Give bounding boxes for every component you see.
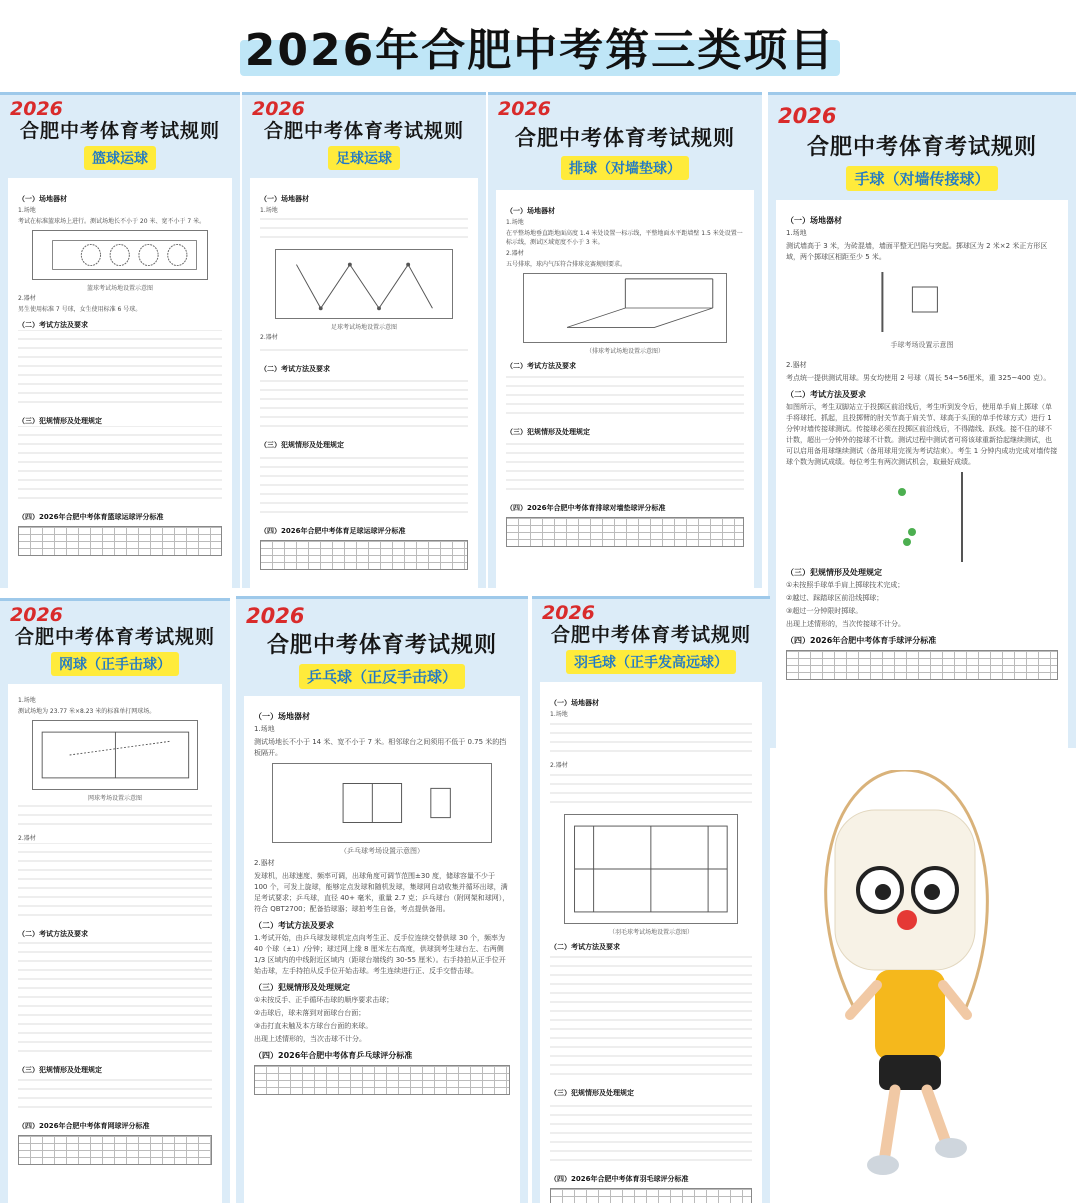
site-diagram: [564, 814, 738, 924]
equip-label: 2.器材: [254, 859, 275, 867]
foul-item: ②击球后，球未落到对面球台台面；: [254, 1009, 366, 1017]
section-heading: （二）考试方法及要求: [786, 390, 866, 399]
site-diagram: [32, 720, 199, 790]
table-title: （四）2026年合肥中考体育排球对墙垫球评分标准: [506, 504, 666, 512]
site-diagram: [868, 267, 977, 337]
section-heading: （一）场地器材: [786, 216, 842, 225]
card-year: 2026: [10, 604, 63, 626]
section-heading: （三）犯规情形及处理规定: [260, 441, 344, 449]
site-text: 在平整场地垂直距地面高度 1.4 米处设置一标示线，平整地面水平距墙壁 1.5 米处设置一标示线，测试区域宽度不小于 3 米。: [506, 230, 743, 246]
card-title: 合肥中考体育考试规则: [515, 126, 735, 150]
method-diagram: [854, 472, 990, 562]
section-heading: （三）犯规情形及处理规定: [254, 983, 350, 992]
site-diagram: [272, 763, 492, 843]
sport-label: 篮球运球: [84, 146, 156, 170]
card-title: 合肥中考体育考试规则: [263, 120, 464, 142]
foul-item: ③超过一分钟限时掷球。: [786, 607, 863, 615]
site-diagram: [32, 230, 207, 280]
site-label: 1.场地: [18, 697, 36, 704]
card-football: [242, 92, 486, 588]
diagram-caption: 足球考试场地设置示意图: [330, 324, 397, 331]
section-heading: （二）考试方法及要求: [18, 930, 88, 938]
foul-item: ①未按照手球单手肩上掷球技术完成；: [786, 581, 905, 589]
table-title: （四）2026年合肥中考体育羽毛球评分标准: [550, 1175, 689, 1183]
foul-end: 出现上述情形的，当次传接球不计分。: [786, 620, 905, 628]
card-volleyball: [488, 92, 762, 588]
section-heading: （二）考试方法及要求: [260, 365, 330, 373]
foul-item: ②越过、踩踏球区前沿线掷球；: [786, 594, 884, 602]
section-heading: （一）场地器材: [18, 195, 67, 203]
site-label: 1.场地: [786, 229, 807, 237]
card-year: 2026: [252, 98, 305, 120]
section-heading: （二）考试方法及要求: [18, 321, 88, 329]
sport-label: 排球（对墙垫球）: [561, 156, 689, 180]
section-heading: （一）场地器材: [254, 712, 310, 721]
site-text: 测试墙高于 3 米，为砖混墙，墙面平整无凹陷与突起。掷球区为 2 米×2 米正方形区域，两个掷球区相距至少 5 米。: [786, 242, 1048, 261]
card-year: 2026: [10, 98, 63, 120]
table-title: （四）2026年合肥中考体育乒乓球评分标准: [254, 1051, 413, 1060]
score-table: [260, 540, 468, 570]
section-heading: （一）场地器材: [550, 699, 599, 707]
card-title: 合肥中考体育考试规则: [19, 120, 220, 142]
equip-text: 考点统一提供测试用球。男女均使用 2 号球（周长 54~56厘米，重 325~400 克）。: [786, 374, 1051, 382]
method-text: 如图所示，考生双脚站立于投掷区前沿线后，考生听到发令后，使用单手肩上掷球（单手将球托、抓起，且投掷臂的肘关节高于肩关节、球高于头顶的单手传球方式）进行 1 分钟对墙传接球测试。传接球必须在投掷区前沿线后，不得踏线、跃线。接不住的球不计数，超出一分钟外的接球不计数。测试过程中测试者可将该球重新拾起继续测试，也可以启用备用球继续测试（备用球用完视为考试结束）。考生 1 分钟内成功完成对墙传接球个数为测试成绩。每位考生有两次测试机会，取最好成绩。: [786, 403, 1058, 466]
card-badminton: [532, 596, 770, 1203]
card-tennis: [0, 598, 230, 1203]
score-table: [550, 1188, 752, 1203]
foul-item: ①未按反手、正手循环击球的顺序要求击球；: [254, 996, 394, 1004]
score-table: [18, 1135, 212, 1165]
equip-label: 2.器材: [506, 250, 524, 257]
card-year: 2026: [246, 604, 305, 628]
card-year: 2026: [778, 104, 837, 128]
score-table: [786, 650, 1058, 680]
card-year: 2026: [498, 98, 551, 120]
table-title: （四）2026年合肥中考体育手球评分标准: [786, 636, 937, 645]
section-heading: （三）犯规情形及处理规定: [786, 568, 882, 577]
section-heading: （一）场地器材: [506, 207, 555, 215]
sport-label: 羽毛球（正手发高远球）: [566, 650, 736, 674]
sport-label: 足球运球: [328, 146, 400, 170]
card-tabletennis: [236, 596, 528, 1203]
card-title: 合肥中考体育考试规则: [266, 633, 497, 658]
card-basketball: [0, 92, 240, 588]
method-text: 1.考试开始，由乒乓球发球机定点向考生正、反手位连续交替供球 30 个，频率为 40 个球（±1）/分钟；球过网上缘 8 厘米左右高度，供球到考生球台左、右两侧 1/3 区域内的中线附近区域内（距球台端线约 30-55 厘米）。右手持拍从正手位开始击球，左手持拍从反手位开始击球。考生连续进行正、反手交替击球。: [254, 934, 506, 975]
card-handball: [768, 92, 1076, 748]
equip-label: 2.器材: [550, 762, 568, 769]
equip-label: 2.器材: [18, 295, 36, 302]
table-title: （四）2026年合肥中考体育足球运球评分标准: [260, 527, 406, 535]
site-label: 1.场地: [260, 207, 278, 214]
diagram-caption: （排球考试场地设置示意图）: [585, 348, 664, 355]
equip-label: 2.器材: [18, 835, 36, 842]
equip-text: 发球机，出球速度、频率可调，出球角度可调节范围±30 度，储球容量不少于 100 个，可发上旋球，能够定点发球和随机发球，集球网自动收集并循环出球，满足考试要求；乒乓球，直径 40+ 毫米，重量 2.7 克；乒乓球台（附网架和球网），符合 QBT2700；配备拾球器；球拍考生自备，考点提供备用。: [254, 872, 510, 913]
equip-label: 2.器材: [786, 361, 807, 369]
section-heading: （三）犯规情形及处理规定: [506, 428, 590, 436]
card-title: 合肥中考体育考试规则: [806, 135, 1037, 160]
site-text: 考试在标准篮球场上进行。测试场地长不小于 20 米、宽不小于 7 米。: [18, 218, 206, 225]
site-label: 1.场地: [506, 219, 524, 226]
equip-text: 五号排球，球内气压符合排球竞赛规则要求。: [506, 261, 627, 268]
section-heading: （二）考试方法及要求: [254, 921, 334, 930]
diagram-caption: 网球考场设置示意图: [87, 795, 142, 802]
score-table: [506, 517, 744, 547]
diagram-caption: （羽毛球考试场地设置示意图）: [608, 929, 693, 936]
diagram-caption: （乒乓球考场设置示意图）: [340, 847, 424, 855]
page-header: [0, 0, 1080, 88]
site-label: 1.场地: [550, 711, 568, 718]
equip-label: 2.器材: [260, 334, 278, 341]
site-text: 测试场地长不小于 14 米、宽不小于 7 米。相邻球台之间须用不低于 0.75 米的挡板隔开。: [254, 738, 507, 757]
table-title: （四）2026年合肥中考体育篮球运球评分标准: [18, 513, 164, 521]
page-title: 2026年合肥中考第三类项目: [244, 25, 836, 76]
card-year: 2026: [542, 602, 595, 624]
section-heading: （三）犯规情形及处理规定: [18, 1066, 102, 1074]
site-label: 1.场地: [254, 725, 275, 733]
section-heading: （三）犯规情形及处理规定: [18, 417, 102, 425]
foul-end: 出现上述情形的，当次击球不计分。: [254, 1035, 366, 1043]
card-title: 合肥中考体育考试规则: [550, 624, 751, 646]
site-diagram: [523, 273, 728, 343]
section-heading: （一）场地器材: [260, 195, 309, 203]
site-text: 测试场地为 23.77 米×8.23 米的标准单打网球场。: [18, 708, 156, 715]
section-heading: （二）考试方法及要求: [506, 362, 576, 370]
mascot-illustration: [795, 770, 1015, 1190]
sport-label: 乒乓球（正反手击球）: [299, 664, 465, 689]
score-table: [18, 526, 222, 556]
diagram-caption: 篮球考试场地设置示意图: [86, 285, 153, 292]
foul-item: ③击打直未触及本方球台台面的来球。: [254, 1022, 373, 1030]
table-title: （四）2026年合肥中考体育网球评分标准: [18, 1122, 150, 1130]
sport-label: 网球（正手击球）: [51, 652, 179, 676]
section-heading: （二）考试方法及要求: [550, 943, 620, 951]
score-table: [254, 1065, 510, 1095]
site-diagram: [275, 249, 454, 319]
site-label: 1.场地: [18, 207, 36, 214]
diagram-caption: 手球考场设置示意图: [890, 341, 954, 349]
card-title: 合肥中考体育考试规则: [14, 626, 215, 648]
section-heading: （三）犯规情形及处理规定: [550, 1089, 634, 1097]
sport-label: 手球（对墙传接球）: [846, 166, 997, 191]
equip-text: 男生使用标准 7 号球，女生使用标准 6 号球。: [18, 306, 142, 313]
